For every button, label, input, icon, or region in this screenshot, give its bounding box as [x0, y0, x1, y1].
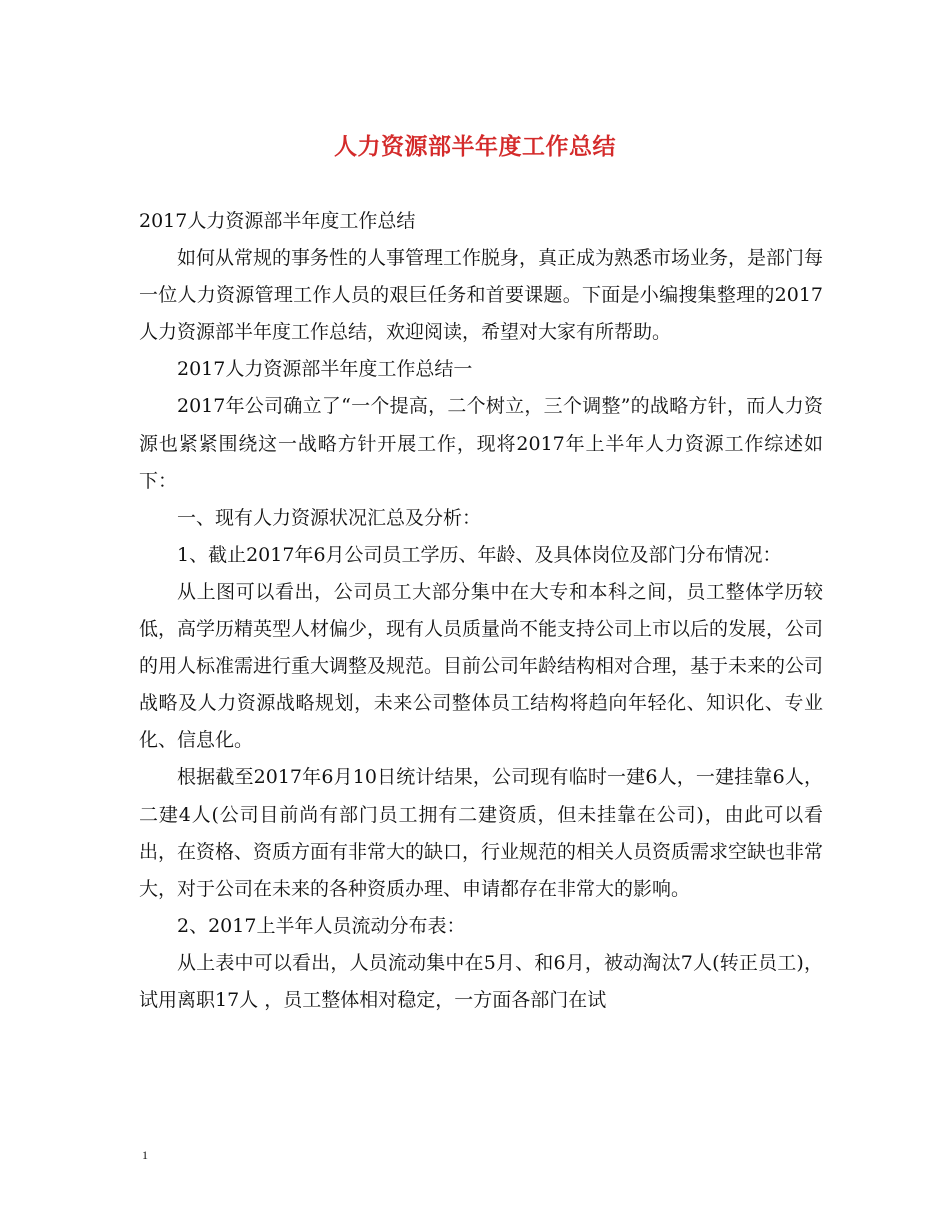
document-body — [139, 203, 823, 1019]
paragraph-strategy: 2017年公司确立了“一个提高，二个树立，三个调整”的战略方针，而人力资源也紧紧围绕这一战略方针开展工作，现将2017年上半年人力资源工作综述如下： — [139, 395, 823, 492]
paragraph-item-two: 2、2017上半年人员流动分布表： — [177, 914, 466, 937]
document-title: 人力资源部半年度工作总结 — [334, 133, 616, 160]
paragraph-intro: 如何从常规的事务性的人事管理工作脱身，真正成为熟悉市场业务，是部门每一位人力资源管理工作人员的艰巨任务和首要课题。下面是小编搜集整理的2017人力资源部半年度工作总结，欢迎阅读，希望对大家有所帮助。 — [139, 247, 824, 344]
paragraph-heading: 2017人力资源部半年度工作总结 — [139, 210, 416, 232]
paragraph-section-title: 2017人力资源部半年度工作总结一 — [177, 358, 473, 381]
page-number: 1 — [142, 1148, 148, 1162]
paragraph-statistics: 根据截至2017年6月10日统计结果，公司现有临时一建6人，一建挂靠6人，二建4人(公司目前尚有部门员工拥有二建资质，但未挂靠在公司)，由此可以看出，在资格、资质方面有非常大的缺口，行业规范的相关人员资质需求空缺也非常大，对于公司在未来的各种资质办理、申请都存在非常大的影响。 — [139, 766, 824, 900]
paragraph-turnover: 从上表中可以看出，人员流动集中在5月、和6月，被动淘汰7人(转正员工)，试用离职17人 ，员工整体相对稳定，一方面各部门在试 — [139, 951, 823, 1011]
paragraph-item-one: 1、截止2017年6月公司员工学历、年龄、及具体岗位及部门分布情况： — [177, 543, 782, 566]
paragraph-analysis: 从上图可以看出，公司员工大部分集中在大专和本科之间，员工整体学历较低，高学历精英型人材偏少，现有人员质量尚不能支持公司上市以后的发展，公司的用人标准需进行重大调整及规范。目前公司年龄结构相对合理，基于未来的公司战略及人力资源战略规划，未来公司整体员工结构将趋向年轻化、知识化、专业化、信息化。 — [139, 580, 824, 752]
paragraph-section-one: 一、现有人力资源状况汇总及分析： — [177, 506, 482, 529]
